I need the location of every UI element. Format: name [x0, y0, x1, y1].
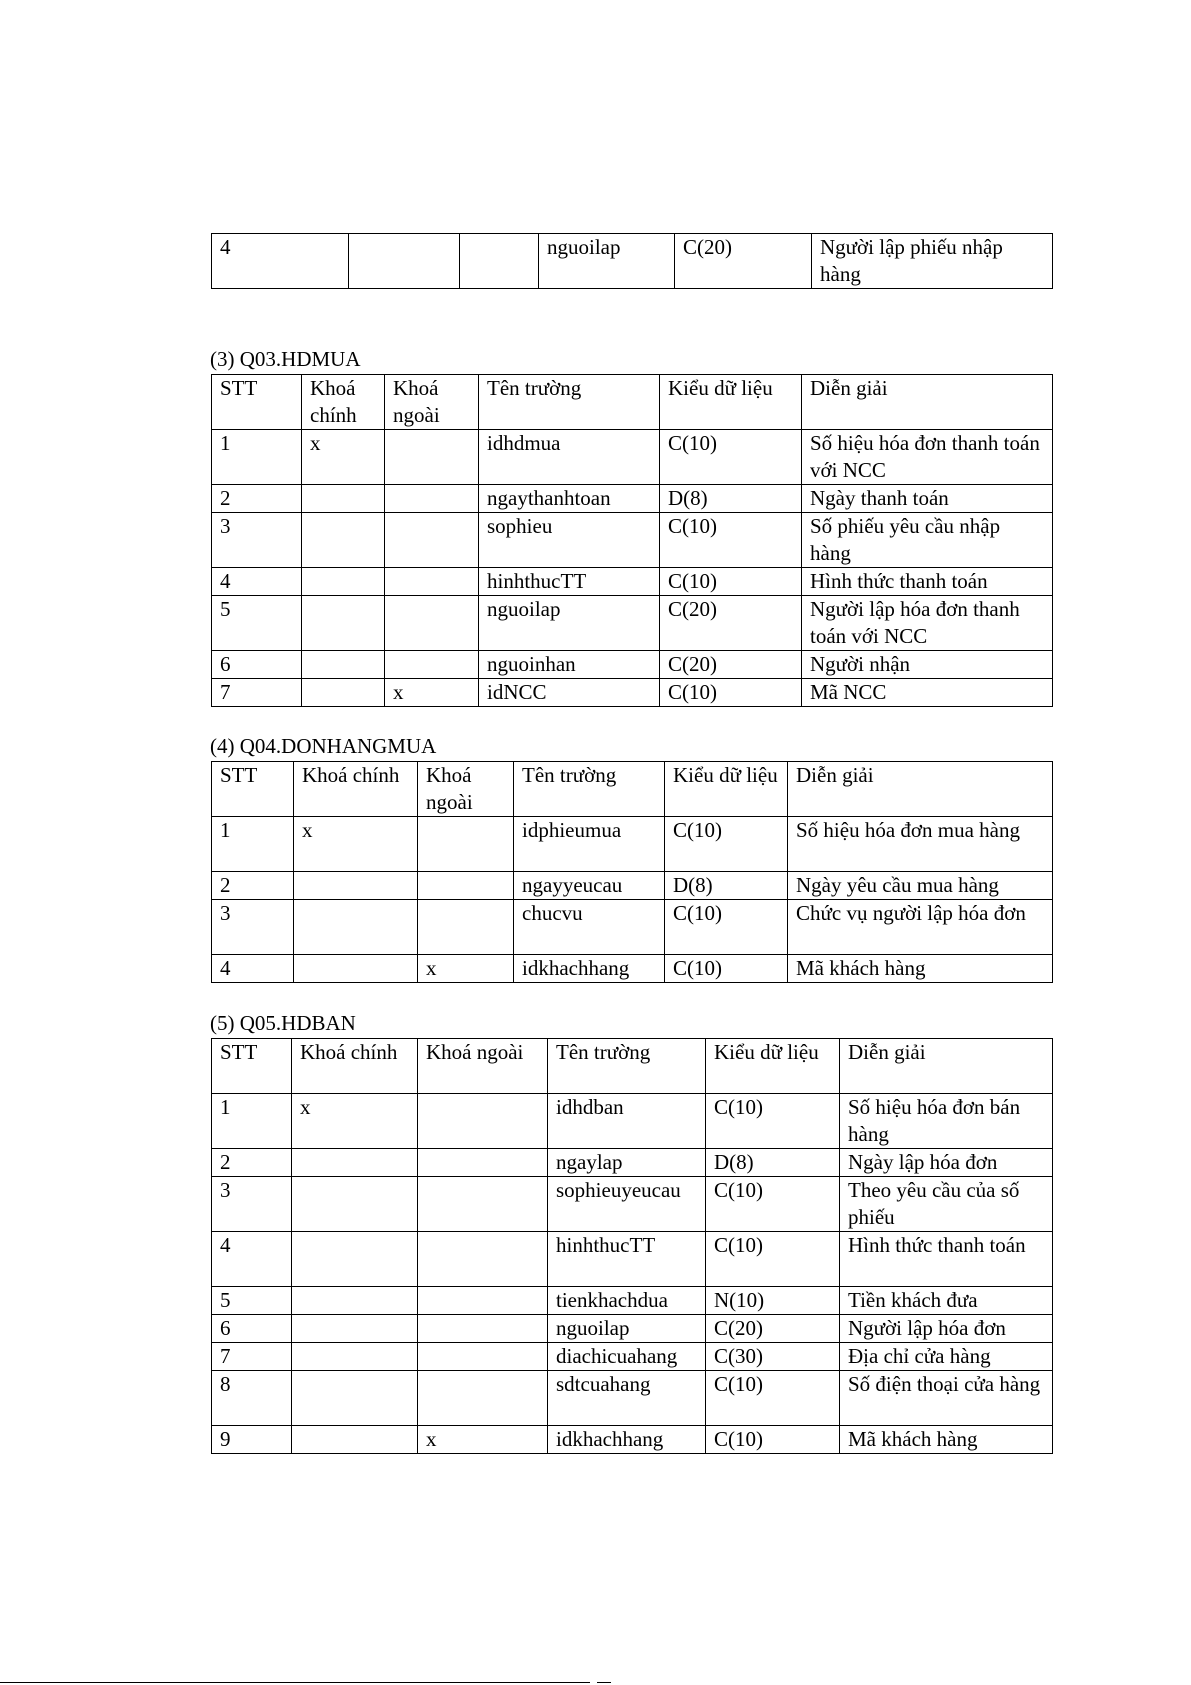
description-cell: Tiền khách đưa — [840, 1287, 1053, 1315]
data-type-cell: C(20) — [660, 651, 802, 679]
table-row — [212, 872, 1053, 900]
field-name-cell: sophieuyeucau — [548, 1177, 706, 1232]
foreign-key-cell — [418, 817, 514, 872]
foreign-key-cell — [418, 1094, 548, 1149]
description-cell: Số hiệu hóa đơn mua hàng — [788, 817, 1053, 872]
table-row — [212, 1315, 1053, 1343]
primary-key-cell — [302, 485, 385, 513]
data-type-cell: D(8) — [706, 1149, 840, 1177]
table-row — [212, 596, 1053, 651]
foreign-key-cell — [418, 1343, 548, 1371]
stt-cell: 4 — [212, 568, 302, 596]
header-foreign-key: Khoá ngoài — [418, 1039, 548, 1094]
table-row — [212, 679, 1053, 707]
header-description: Diễn giải — [802, 375, 1053, 430]
primary-key-cell: x — [302, 430, 385, 485]
table-row — [212, 651, 1053, 679]
stt-cell: 6 — [212, 651, 302, 679]
field-name-cell: sophieu — [479, 513, 660, 568]
header-description: Diễn giải — [840, 1039, 1053, 1094]
table-q04-donhangmua — [211, 761, 1053, 983]
data-type-cell: C(10) — [665, 955, 788, 983]
header-field-name: Tên trường — [514, 762, 665, 817]
primary-key-cell — [349, 234, 460, 289]
data-type-cell: C(10) — [660, 430, 802, 485]
description-cell: Người nhận — [802, 651, 1053, 679]
foreign-key-cell — [418, 1287, 548, 1315]
primary-key-cell — [292, 1287, 418, 1315]
foreign-key-cell — [460, 234, 539, 289]
stt-cell: 3 — [212, 900, 294, 955]
header-stt: STT — [212, 762, 294, 817]
header-stt: STT — [212, 375, 302, 430]
foreign-key-cell: x — [418, 1426, 548, 1454]
table-header-row — [212, 375, 1053, 430]
field-name-cell: idhdmua — [479, 430, 660, 485]
table-row — [212, 900, 1053, 955]
header-primary-key: Khoá chính — [294, 762, 418, 817]
field-name-cell: hinhthucTT — [479, 568, 660, 596]
field-name-cell: idphieumua — [514, 817, 665, 872]
field-name-cell: ngayyeucau — [514, 872, 665, 900]
data-type-cell: C(10) — [706, 1094, 840, 1149]
description-cell: Người lập phiếu nhập hàng — [812, 234, 1053, 289]
stt-cell: 1 — [212, 1094, 292, 1149]
stt-cell: 1 — [212, 430, 302, 485]
stt-cell: 3 — [212, 513, 302, 568]
section-caption-q04: (4) Q04.DONHANGMUA — [210, 734, 437, 758]
primary-key-cell: x — [294, 817, 418, 872]
primary-key-cell — [302, 513, 385, 568]
data-type-cell: D(8) — [665, 872, 788, 900]
foreign-key-cell — [385, 513, 479, 568]
foreign-key-cell — [418, 1177, 548, 1232]
data-type-cell: C(10) — [660, 679, 802, 707]
primary-key-cell — [302, 651, 385, 679]
field-name-cell: hinhthucTT — [548, 1232, 706, 1287]
stt-cell: 2 — [212, 1149, 292, 1177]
data-type-cell: C(10) — [660, 513, 802, 568]
table-row — [212, 234, 1053, 289]
description-cell: Mã khách hàng — [788, 955, 1053, 983]
footer-mark — [597, 1682, 611, 1683]
data-type-cell: C(20) — [660, 596, 802, 651]
table-row — [212, 1232, 1053, 1287]
stt-cell: 9 — [212, 1426, 292, 1454]
description-cell: Mã NCC — [802, 679, 1053, 707]
stt-cell: 2 — [212, 872, 294, 900]
header-stt: STT — [212, 1039, 292, 1094]
foreign-key-cell — [385, 430, 479, 485]
stt-cell: 3 — [212, 1177, 292, 1232]
foreign-key-cell — [418, 1149, 548, 1177]
data-type-cell: C(10) — [706, 1426, 840, 1454]
description-cell: Ngày thanh toán — [802, 485, 1053, 513]
data-type-cell: C(10) — [665, 900, 788, 955]
primary-key-cell — [292, 1343, 418, 1371]
table-row — [212, 1426, 1053, 1454]
foreign-key-cell — [418, 1371, 548, 1426]
field-name-cell: nguoinhan — [479, 651, 660, 679]
field-name-cell: nguoilap — [479, 596, 660, 651]
description-cell: Số hiệu hóa đơn bán hàng — [840, 1094, 1053, 1149]
description-cell: Số hiệu hóa đơn thanh toán với NCC — [802, 430, 1053, 485]
primary-key-cell — [302, 596, 385, 651]
stt-cell: 7 — [212, 1343, 292, 1371]
primary-key-cell — [292, 1371, 418, 1426]
continuation-table — [211, 233, 1053, 289]
foreign-key-cell: x — [385, 679, 479, 707]
data-type-cell: C(10) — [660, 568, 802, 596]
footer-rule — [0, 1682, 590, 1683]
stt-cell: 6 — [212, 1315, 292, 1343]
primary-key-cell — [292, 1426, 418, 1454]
foreign-key-cell — [385, 485, 479, 513]
header-primary-key: Khoá chính — [292, 1039, 418, 1094]
data-type-cell: N(10) — [706, 1287, 840, 1315]
primary-key-cell — [294, 955, 418, 983]
foreign-key-cell — [385, 596, 479, 651]
field-name-cell: idhdban — [548, 1094, 706, 1149]
description-cell: Ngày yêu cầu mua hàng — [788, 872, 1053, 900]
primary-key-cell — [292, 1232, 418, 1287]
field-name-cell: nguoilap — [548, 1315, 706, 1343]
foreign-key-cell — [385, 568, 479, 596]
primary-key-cell — [294, 900, 418, 955]
header-description: Diễn giải — [788, 762, 1053, 817]
table-header-row — [212, 762, 1053, 817]
description-cell: Số điện thoại cửa hàng — [840, 1371, 1053, 1426]
foreign-key-cell: x — [418, 955, 514, 983]
field-name-cell: idkhachhang — [514, 955, 665, 983]
field-name-cell: nguoilap — [539, 234, 675, 289]
field-name-cell: tienkhachdua — [548, 1287, 706, 1315]
foreign-key-cell — [385, 651, 479, 679]
stt-cell: 2 — [212, 485, 302, 513]
data-type-cell: C(30) — [706, 1343, 840, 1371]
stt-cell: 1 — [212, 817, 294, 872]
header-foreign-key: Khoá ngoài — [385, 375, 479, 430]
data-type-cell: D(8) — [660, 485, 802, 513]
primary-key-cell — [302, 679, 385, 707]
primary-key-cell — [292, 1177, 418, 1232]
field-name-cell: diachicuahang — [548, 1343, 706, 1371]
header-field-name: Tên trường — [479, 375, 660, 430]
description-cell: Theo yêu cầu của số phiếu — [840, 1177, 1053, 1232]
data-type-cell: C(20) — [675, 234, 812, 289]
field-name-cell: idNCC — [479, 679, 660, 707]
description-cell: Số phiếu yêu cầu nhập hàng — [802, 513, 1053, 568]
section-caption-q05: (5) Q05.HDBAN — [210, 1011, 356, 1035]
field-name-cell: sdtcuahang — [548, 1371, 706, 1426]
field-name-cell: ngaythanhtoan — [479, 485, 660, 513]
data-type-cell: C(10) — [706, 1371, 840, 1426]
section-caption-q03: (3) Q03.HDMUA — [210, 347, 361, 371]
description-cell: Mã khách hàng — [840, 1426, 1053, 1454]
field-name-cell: chucvu — [514, 900, 665, 955]
foreign-key-cell — [418, 900, 514, 955]
table-header-row — [212, 1039, 1053, 1094]
description-cell: Hình thức thanh toán — [802, 568, 1053, 596]
table-row — [212, 955, 1053, 983]
field-name-cell: idkhachhang — [548, 1426, 706, 1454]
header-data-type: Kiểu dữ liệu — [706, 1039, 840, 1094]
description-cell: Địa chỉ cửa hàng — [840, 1343, 1053, 1371]
table-row — [212, 1149, 1053, 1177]
table-row — [212, 1371, 1053, 1426]
header-data-type: Kiểu dữ liệu — [660, 375, 802, 430]
stt-cell: 4 — [212, 1232, 292, 1287]
header-data-type: Kiểu dữ liệu — [665, 762, 788, 817]
foreign-key-cell — [418, 872, 514, 900]
stt-cell: 4 — [212, 955, 294, 983]
table-row — [212, 1287, 1053, 1315]
stt-cell: 5 — [212, 1287, 292, 1315]
field-name-cell: ngaylap — [548, 1149, 706, 1177]
data-type-cell: C(20) — [706, 1315, 840, 1343]
stt-cell: 4 — [212, 234, 349, 289]
table-row — [212, 568, 1053, 596]
primary-key-cell — [302, 568, 385, 596]
table-row — [212, 1343, 1053, 1371]
foreign-key-cell — [418, 1315, 548, 1343]
header-primary-key: Khoá chính — [302, 375, 385, 430]
description-cell: Chức vụ người lập hóa đơn — [788, 900, 1053, 955]
primary-key-cell — [292, 1149, 418, 1177]
data-type-cell: C(10) — [706, 1232, 840, 1287]
table-row — [212, 430, 1053, 485]
table-q03-hdmua — [211, 374, 1053, 707]
header-field-name: Tên trường — [548, 1039, 706, 1094]
description-cell: Hình thức thanh toán — [840, 1232, 1053, 1287]
table-row — [212, 1177, 1053, 1232]
description-cell: Ngày lập hóa đơn — [840, 1149, 1053, 1177]
header-foreign-key: Khoá ngoài — [418, 762, 514, 817]
primary-key-cell — [294, 872, 418, 900]
stt-cell: 8 — [212, 1371, 292, 1426]
description-cell: Người lập hóa đơn thanh toán với NCC — [802, 596, 1053, 651]
primary-key-cell: x — [292, 1094, 418, 1149]
stt-cell: 5 — [212, 596, 302, 651]
data-type-cell: C(10) — [706, 1177, 840, 1232]
primary-key-cell — [292, 1315, 418, 1343]
foreign-key-cell — [418, 1232, 548, 1287]
table-row — [212, 1094, 1053, 1149]
table-row — [212, 485, 1053, 513]
data-type-cell: C(10) — [665, 817, 788, 872]
description-cell: Người lập hóa đơn — [840, 1315, 1053, 1343]
table-q05-hdban — [211, 1038, 1053, 1454]
stt-cell: 7 — [212, 679, 302, 707]
table-row — [212, 513, 1053, 568]
table-row — [212, 817, 1053, 872]
